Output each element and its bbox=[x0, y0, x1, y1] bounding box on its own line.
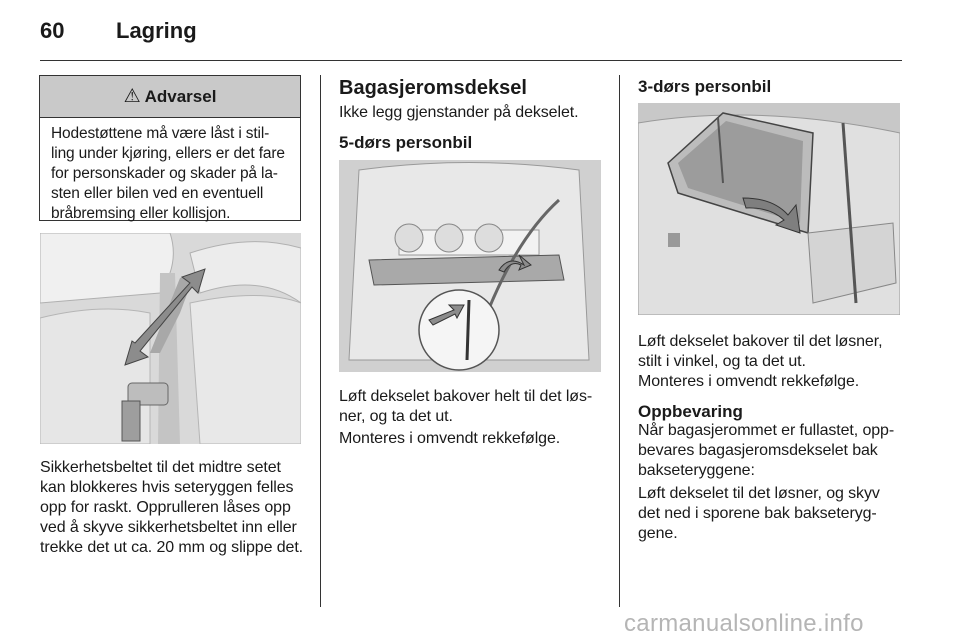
instruction-5door: Løft dekselet bakover helt til det løs- ner, og ta det ut. bbox=[339, 388, 593, 425]
column-divider-right bbox=[619, 75, 620, 607]
storage-heading: Oppbevaring bbox=[638, 402, 743, 421]
warning-box bbox=[39, 75, 301, 221]
page-title: Lagring bbox=[116, 18, 197, 43]
reverse-order-note-5door: Monteres i omvendt rekkefølge. bbox=[339, 430, 561, 447]
warning-header bbox=[40, 76, 300, 118]
storage-text: Når bagasjerommet er fullastet, opp- bevares bagasjeromsdekselet bak bakseteryggene: bbox=[638, 422, 895, 479]
seatbelt-illustration bbox=[40, 233, 301, 444]
warning-title: Advarsel bbox=[144, 86, 217, 106]
header-divider bbox=[40, 60, 902, 61]
page-number: 60 bbox=[40, 18, 65, 43]
storage-instruction: Løft dekselet til det løsner, og skyv det ned i sporene bak bakseteryg- gene. bbox=[638, 485, 880, 542]
section-heading: Bagasjeromsdeksel bbox=[339, 77, 527, 99]
section-intro: Ikke legg gjenstander på dekselet. bbox=[339, 104, 579, 121]
luggage-cover-5door-illustration bbox=[339, 160, 601, 372]
warning-text: Hodestøttene må være låst i stil- ling under kjøring, ellers er det fare for personskader og skader på la- sten eller bilen ved en eventuell bråbremsing eller kollisjon. bbox=[51, 125, 285, 222]
subheading-5door: 5-dørs personbil bbox=[339, 133, 473, 152]
instruction-3door: Løft dekselet bakover til det løsner, stilt i vinkel, og ta det ut. bbox=[638, 333, 883, 370]
warning-triangle-icon: ⚠ bbox=[123, 86, 141, 107]
watermark: carmanualsonline.info bbox=[624, 610, 864, 637]
column-divider-left bbox=[320, 75, 321, 607]
subheading-3door: 3-dørs personbil bbox=[638, 77, 772, 96]
reverse-order-note-3door: Monteres i omvendt rekkefølge. bbox=[638, 373, 860, 390]
seatbelt-caption: Sikkerhetsbeltet til det midtre setet kan blokkeres hvis seteryggen felles opp for raskt. Opprulleren låses opp ved å skyve sikkerhetsbeltet inn eller trekke det ut ca. 20 mm og slippe det. bbox=[40, 459, 304, 556]
luggage-cover-3door-illustration bbox=[638, 103, 900, 315]
